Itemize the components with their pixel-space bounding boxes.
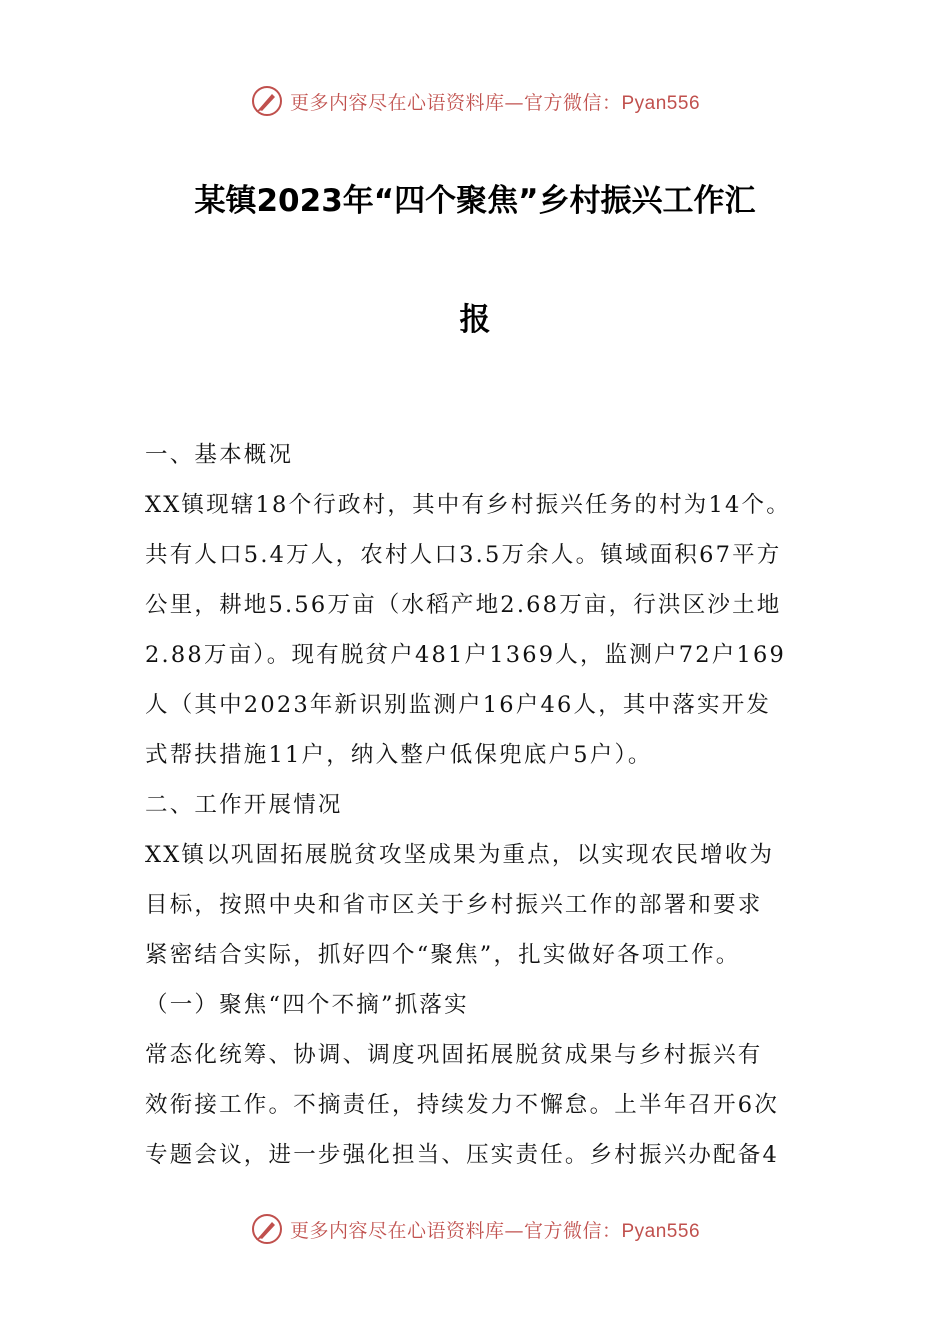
section-heading-work-progress: 二、工作开展情况 [145,792,343,818]
paragraph-line: XX镇以巩固拓展脱贫攻坚成果为重点，以实现农民增收为 [145,842,775,868]
paragraph-line: 效衔接工作。不摘责任，持续发力不懈怠。上半年召开6次 [145,1092,780,1118]
paragraph-line: 2.88万亩）。现有脱贫户481户1369人，监测户72户169 [145,642,787,668]
paragraph-line: 式帮扶措施11户，纳入整户低保兜底户5户）。 [145,742,653,768]
pen-logo-icon [250,84,284,118]
paragraph-line: 紧密结合实际，抓好四个“聚焦”，扎实做好各项工作。 [145,942,741,968]
footer-watermark [0,1212,950,1246]
paragraph-line: 共有人口5.4万人，农村人口3.5万余人。镇域面积67平方 [145,542,782,568]
document-title-line-1: 某镇2023年“四个聚焦”乡村振兴工作汇 [194,183,756,219]
pen-logo-icon [250,1212,284,1246]
paragraph-line: XX镇现辖18个行政村，其中有乡村振兴任务的村为14个。 [145,492,791,518]
paragraph-line: 公里，耕地5.56万亩（水稻产地2.68万亩，行洪区沙土地 [145,592,782,618]
header-watermark [0,84,950,118]
document-body [145,430,835,1180]
section-heading-basic-overview: 一、基本概况 [145,442,294,468]
paragraph-line: 常态化统筹、协调、调度巩固拓展脱贫成果与乡村振兴有 [145,1042,763,1068]
document-title-line-2: 报 [459,302,491,338]
paragraph-line: 目标，按照中央和省市区关于乡村振兴工作的部署和要求 [145,892,763,918]
paragraph-line: 人（其中2023年新识别监测户16户46人，其中落实开发 [145,692,772,718]
watermark-text: 更多内容尽在心语资料库—官方微信：Pyan556 [289,91,701,114]
paragraph-line: 专题会议，进一步强化担当、压实责任。乡村振兴办配备4 [145,1142,780,1168]
subsection-heading-four-no: （一）聚焦“四个不摘”抓落实 [145,992,469,1018]
watermark-text: 更多内容尽在心语资料库—官方微信：Pyan556 [289,1219,701,1242]
